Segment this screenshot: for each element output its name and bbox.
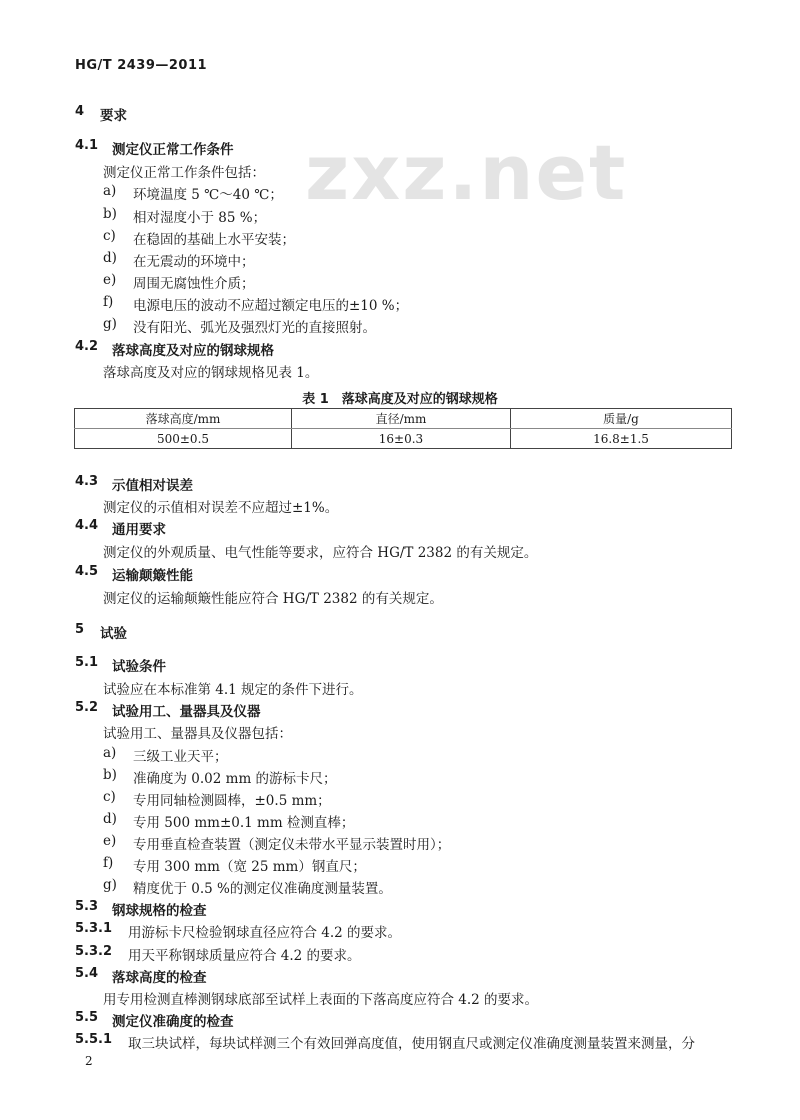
standard-number: HG/T 2439—2011 xyxy=(75,58,208,73)
watermark: zxz.net xyxy=(305,128,628,217)
list-text: 电源电压的波动不应超过额定电压的±10 %； xyxy=(133,298,409,314)
list-marker: g) xyxy=(103,877,117,893)
paragraph: 测定仪的外观质量、电气性能等要求，应符合 HG/T 2382 的有关规定。 xyxy=(103,545,538,561)
list-text: 专用垂直检查装置（测定仪未带水平显示装置时用）； xyxy=(133,837,451,853)
list-marker: g) xyxy=(103,316,117,332)
section-title: 测定仪正常工作条件 xyxy=(112,142,234,158)
section-title: 测定仪准确度的检查 xyxy=(112,1014,234,1030)
list-text: 没有阳光、弧光及强烈灯光的直接照射。 xyxy=(133,320,376,336)
section-number: 5.2 xyxy=(75,700,99,715)
section-number: 5.4 xyxy=(75,966,99,981)
list-marker: a) xyxy=(103,745,117,761)
paragraph: 取三块试样，每块试样测三个有效回弹高度值，使用钢直尺或测定仪准确度测量装置来测量，分 xyxy=(128,1036,695,1052)
section-number: 5.3.2 xyxy=(75,944,113,959)
paragraph: 试验用工、量器具及仪器包括： xyxy=(103,726,292,742)
table-header-cell: 质量/g xyxy=(511,409,732,429)
list-text: 专用 500 mm±0.1 mm 检测直棒； xyxy=(133,815,355,831)
spec-table xyxy=(74,408,732,449)
page-number: 2 xyxy=(85,1054,93,1068)
list-marker: b) xyxy=(103,206,117,222)
section-number: 5.1 xyxy=(75,655,99,670)
list-marker: a) xyxy=(103,183,117,199)
paragraph: 试验应在本标准第 4.1 规定的条件下进行。 xyxy=(103,682,363,698)
paragraph: 落球高度及对应的钢球规格见表 1。 xyxy=(103,365,319,381)
table-cell: 16.8±1.5 xyxy=(511,429,732,449)
section-title: 落球高度的检查 xyxy=(112,970,207,986)
section-number: 5.5 xyxy=(75,1010,99,1025)
list-marker: b) xyxy=(103,767,117,783)
section-title: 试验 xyxy=(100,626,127,642)
list-marker: c) xyxy=(103,228,116,244)
list-text: 精度优于 0.5 %的测定仪准确度测量装置。 xyxy=(133,881,392,897)
section-title: 试验用工、量器具及仪器 xyxy=(112,704,261,720)
list-marker: c) xyxy=(103,789,116,805)
table-header-cell: 落球高度/mm xyxy=(75,409,292,429)
list-text: 专用 300 mm（宽 25 mm）钢直尺； xyxy=(133,859,366,875)
section-title: 要求 xyxy=(100,108,127,124)
section-title: 示值相对误差 xyxy=(112,478,193,494)
list-text: 准确度为 0.02 mm 的游标卡尺； xyxy=(133,771,337,787)
list-text: 专用同轴检测圆棒，±0.5 mm； xyxy=(133,793,331,809)
section-number: 5.3.1 xyxy=(75,921,113,936)
section-number: 4.1 xyxy=(75,138,99,153)
section-number: 4 xyxy=(75,104,85,119)
section-title: 钢球规格的检查 xyxy=(112,903,207,919)
section-title: 试验条件 xyxy=(112,659,166,675)
table-cell: 500±0.5 xyxy=(75,429,292,449)
list-text: 在无震动的环境中； xyxy=(133,254,255,270)
list-text: 环境温度 5 ℃～40 ℃； xyxy=(133,187,283,203)
table-cell: 16±0.3 xyxy=(292,429,511,449)
list-marker: d) xyxy=(103,811,117,827)
section-number: 4.3 xyxy=(75,474,99,489)
paragraph: 测定仪的示值相对误差不应超过±1%。 xyxy=(103,500,339,516)
paragraph: 用专用检测直棒测钢球底部至试样上表面的下落高度应符合 4.2 的要求。 xyxy=(103,992,539,1008)
table-row xyxy=(75,429,732,449)
paragraph: 测定仪正常工作条件包括： xyxy=(103,165,265,181)
list-marker: d) xyxy=(103,250,117,266)
section-number: 4.4 xyxy=(75,518,99,533)
table-caption: 表 1 落球高度及对应的钢球规格 xyxy=(302,392,498,407)
section-number: 4.2 xyxy=(75,339,99,354)
list-text: 周围无腐蚀性介质； xyxy=(133,276,255,292)
paragraph: 测定仪的运输颠簸性能应符合 HG/T 2382 的有关规定。 xyxy=(103,591,443,607)
list-marker: e) xyxy=(103,833,117,849)
paragraph: 用天平称钢球质量应符合 4.2 的要求。 xyxy=(128,948,361,964)
section-number: 5.5.1 xyxy=(75,1032,113,1047)
list-text: 在稳固的基础上水平安装； xyxy=(133,232,295,248)
section-number: 4.5 xyxy=(75,564,99,579)
list-text: 相对湿度小于 85 %； xyxy=(133,210,267,226)
table-header-cell: 直径/mm xyxy=(292,409,511,429)
section-number: 5.3 xyxy=(75,899,99,914)
section-number: 5 xyxy=(75,622,85,637)
list-text: 三级工业天平； xyxy=(133,749,228,765)
section-title: 通用要求 xyxy=(112,522,166,538)
section-title: 落球高度及对应的钢球规格 xyxy=(112,343,274,359)
list-marker: f) xyxy=(103,855,114,871)
paragraph: 用游标卡尺检验钢球直径应符合 4.2 的要求。 xyxy=(128,925,402,941)
section-title: 运输颠簸性能 xyxy=(112,568,193,584)
list-marker: e) xyxy=(103,272,117,288)
list-marker: f) xyxy=(103,294,114,310)
